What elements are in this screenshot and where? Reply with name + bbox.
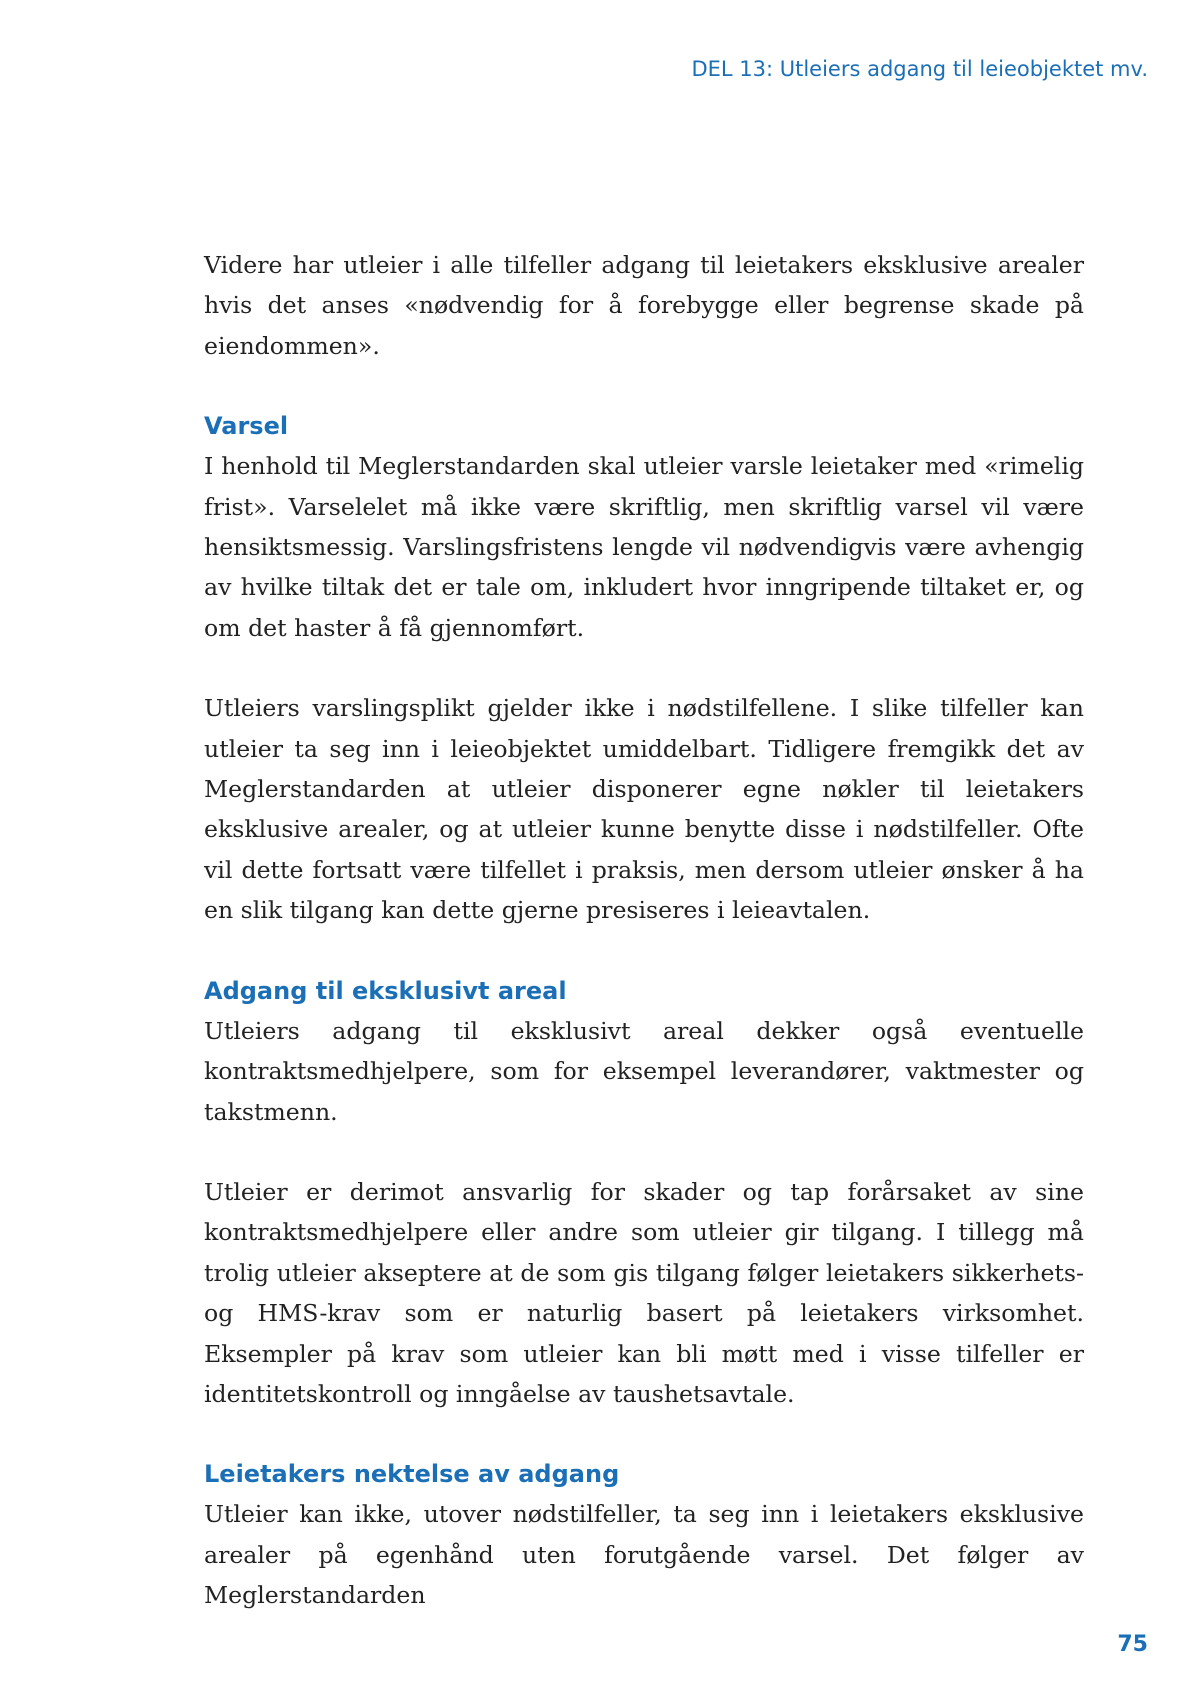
paragraph: Utleier kan ikke, utover nødstilfeller, ta seg inn i leietakers eksklusive arealer på egenhånd uten forutgående varsel. Det følger av Meglerstandarden <box>204 1500 1084 1610</box>
page-number: 75 <box>1117 1632 1148 1657</box>
paragraph: Utleier er derimot ansvarlig for skader og tap forårsaket av sine kontraktsmedhjelpere eller andre som utleier gir tilgang. I tillegg må trolig utleier akseptere at de som gis tilgang følger leietakers sikkerhets- og HMS-krav som er naturlig basert på leietakers virksomhet. Eksempler på krav som utleier kan bli møtt med i visse tilfeller er identitetskontroll og inngåelse av taushetsavtale. <box>204 1177 1084 1408</box>
section-heading-adgang: Adgang til eksklusivt areal <box>204 976 567 1005</box>
intro-paragraph: Videre har utleier i alle tilfeller adgang til leietakers eksklusive arealer hvis det anses «nødvendig for å forebygge eller begrense skade på eiendommen». <box>204 251 1084 360</box>
section-heading-varsel: Varsel <box>204 412 289 441</box>
page-content <box>204 245 1084 1616</box>
running-header: DEL 13: Utleiers adgang til leieobjektet mv. <box>691 57 1148 81</box>
section-heading-nektelse: Leietakers nektelse av adgang <box>204 1460 620 1489</box>
paragraph: Utleiers varslingsplikt gjelder ikke i nødstilfellene. I slike tilfeller kan utleier ta seg inn i leieobjektet umiddelbart. Tidligere fremgikk det av Meglerstandarden at utleier disponerer egne nøkler til leietakers eksklusive arealer, og at utleier kunne benytte disse i nødstilfeller. Ofte vil dette fortsatt være tilfellet i praksis, men dersom utleier ønsker å ha en slik tilgang kan dette gjerne presiseres i leieavtalen. <box>204 694 1084 925</box>
paragraph: Utleiers adgang til eksklusivt areal dekker også eventuelle kontraktsmedhjelpere, som for eksempel leverandører, vaktmester og takstmenn. <box>204 1016 1084 1126</box>
paragraph: I henhold til Meglerstandarden skal utleier varsle leietaker med «rimelig frist». Varselelet må ikke være skriftlig, men skriftlig varsel vil være hensiktsmessig. Varslingsfristens lengde vil nødvendigvis være avhengig av hvilke tiltak det er tale om, inkludert hvor inngripende tiltaket er, og om det haster å få gjennomført. <box>204 452 1084 642</box>
